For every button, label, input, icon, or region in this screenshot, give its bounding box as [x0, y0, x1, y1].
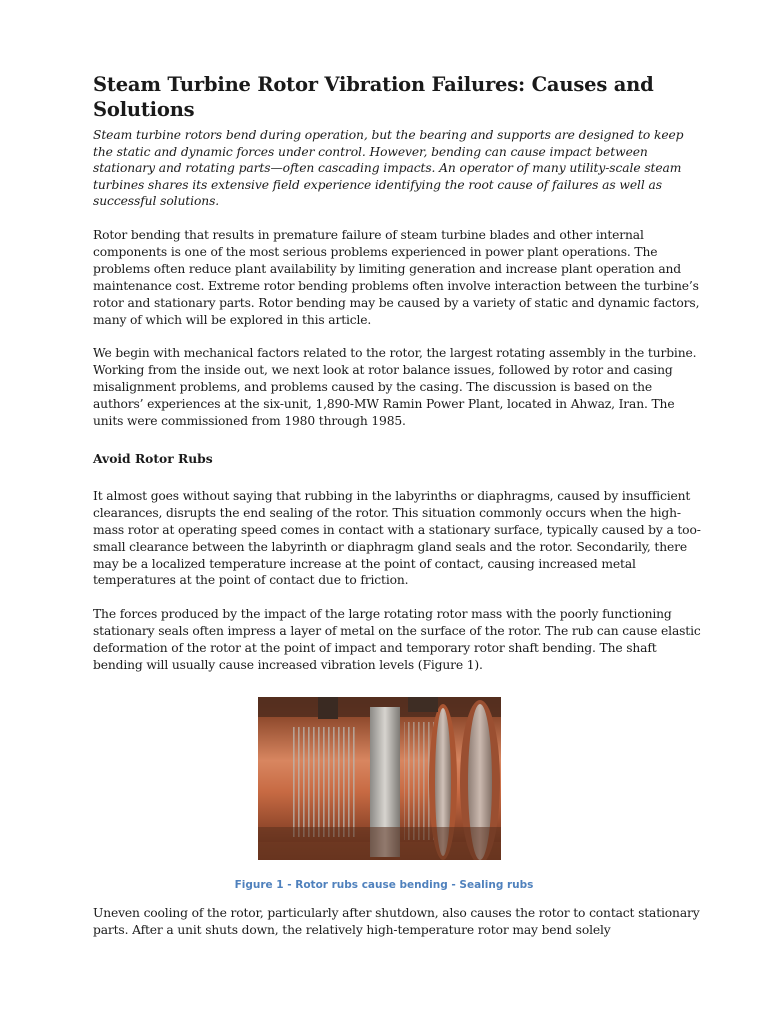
- article-continued: [93, 905, 705, 939]
- paragraph-4: The forces produced by the impact of the large rotating rotor mass with the poorly functioning stationary seals often impress a layer of metal on the surface of the rotor. The rub can cause elastic deformation of the rotor at the point of impact and temporary rotor shaft bending. The shaft bending will usually cause increased vibration levels (Figure 1).: [93, 607, 701, 673]
- paragraph-5: Uneven cooling of the rotor, particularly after shutdown, also causes the rotor to contact stationary parts. After a unit shuts down, the relatively high-temperature rotor may bend solely: [93, 906, 700, 937]
- figure-caption: Figure 1 - Rotor rubs cause bending - Sealing rubs: [234, 879, 534, 891]
- paragraph-2: We begin with mechanical factors related to the rotor, the largest rotating assembly in the turbine. Working from the inside out, we next look at rotor balance issues, followed by rotor and casing misalignment problems, and problems caused by the casing. The discussion is based on the authors’ experiences at the six-unit, 1,890-MW Ramin Power Plant, located in Ahwaz, Iran. The units were commissioned from 1980 through 1985.: [93, 346, 697, 429]
- rotor-photo: [258, 697, 501, 860]
- section-heading: Avoid Rotor Rubs: [93, 450, 213, 466]
- article-abstract: Steam turbine rotors bend during operation, but the bearing and supports are designed to keep the static and dynamic forces under control. However, bending can cause impact between stationary and rotating parts—often cascading impacts. An operator of many utility-scale steam turbines shares its extensive field experience identifying the root cause of failures as well as successful solutions.: [93, 128, 684, 209]
- article-title: Steam Turbine Rotor Vibration Failures: Causes and Solutions: [93, 73, 654, 121]
- article-body: [93, 72, 705, 674]
- paragraph-1: Rotor bending that results in premature failure of steam turbine blades and other internal components is one of the most serious problems experienced in power plant operations. The problems often reduce plant availability by limiting generation and increase plant operation and maintenance cost. Extreme rotor bending problems often involve interaction between the turbine’s rotor and stationary parts. Rotor bending may be caused by a variety of static and dynamic factors, many of which will be explored in this article.: [93, 227, 700, 327]
- paragraph-3: It almost goes without saying that rubbing in the labyrinths or diaphragms, caused by insufficient clearances, disrupts the end sealing of the rotor. This situation commonly occurs when the high-mass rotor at operating speed comes in contact with a stationary surface, typically caused by a too-small clearance between the labyrinth or diaphragm gland seals and the rotor. Secondarily, there may be a localized temperature increase at the point of contact, causing increased metal temperatures at the point of contact due to friction.: [93, 488, 701, 588]
